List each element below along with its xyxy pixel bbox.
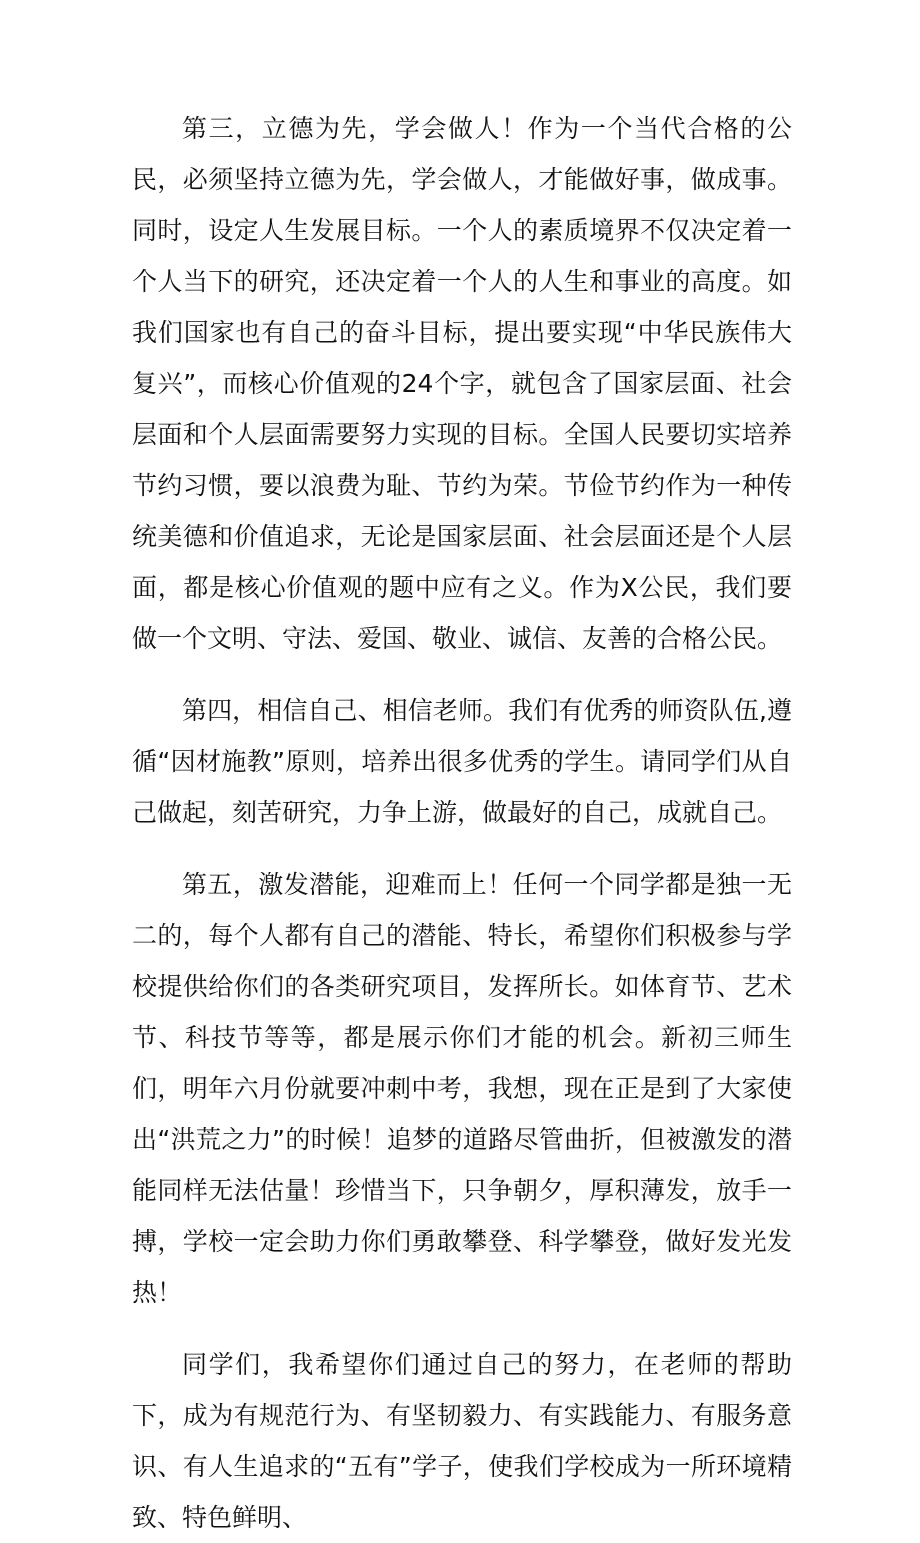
paragraph-third-point: 第三，立德为先，学会做人！作为一个当代合格的公民，必须坚持立德为先，学会做人，才能做好事，做成事。同时，设定人生发展目标。一个人的素质境界不仅决定着一个人当下的研究，还决定着一个人的人生和事业的高度。如我们国家也有自己的奋斗目标，提出要实现“中华民族伟大复兴”，而核心价值观的24个字，就包含了国家层面、社会层面和个人层面需要努力实现的目标。全国人民要切实培养节约习惯，要以浪费为耻、节约为荣。节俭节约作为一种传统美德和价值追求，无论是国家层面、社会层面还是个人层面，都是核心价值观的题中应有之义。作为X公民，我们要做一个文明、守法、爱国、敬业、诚信、友善的合格公民。 (132, 114, 792, 653)
paragraph-closing: 同学们，我希望你们通过自己的努力，在老师的帮助下，成为有规范行为、有坚韧毅力、有实践能力、有服务意识、有人生追求的“五有”学子，使我们学校成为一所环境精致、特色鲜明、 (132, 1350, 792, 1532)
paragraph-fifth-point: 第五，激发潜能，迎难而上！任何一个同学都是独一无二的，每个人都有自己的潜能、特长，希望你们积极参与学校提供给你们的各类研究项目，发挥所长。如体育节、艺术节、科技节等等，都是展示你们才能的机会。新初三师生们，明年六月份就要冲刺中考，我想，现在正是到了大家使出“洪荒之力”的时候！追梦的道路尽管曲折，但被激发的潜能同样无法估量！珍惜当下，只争朝夕，厚积薄发，放手一搏，学校一定会助力你们勇敢攀登、科学攀登，做好发光发热！ (132, 870, 792, 1307)
document-body (132, 103, 792, 1543)
paragraph-fourth-point: 第四，相信自己、相信老师。我们有优秀的师资队伍,遵循“因材施教”原则，培养出很多优秀的学生。请同学们从自己做起，刻苦研究，力争上游，做最好的自己，成就自己。 (132, 696, 792, 827)
